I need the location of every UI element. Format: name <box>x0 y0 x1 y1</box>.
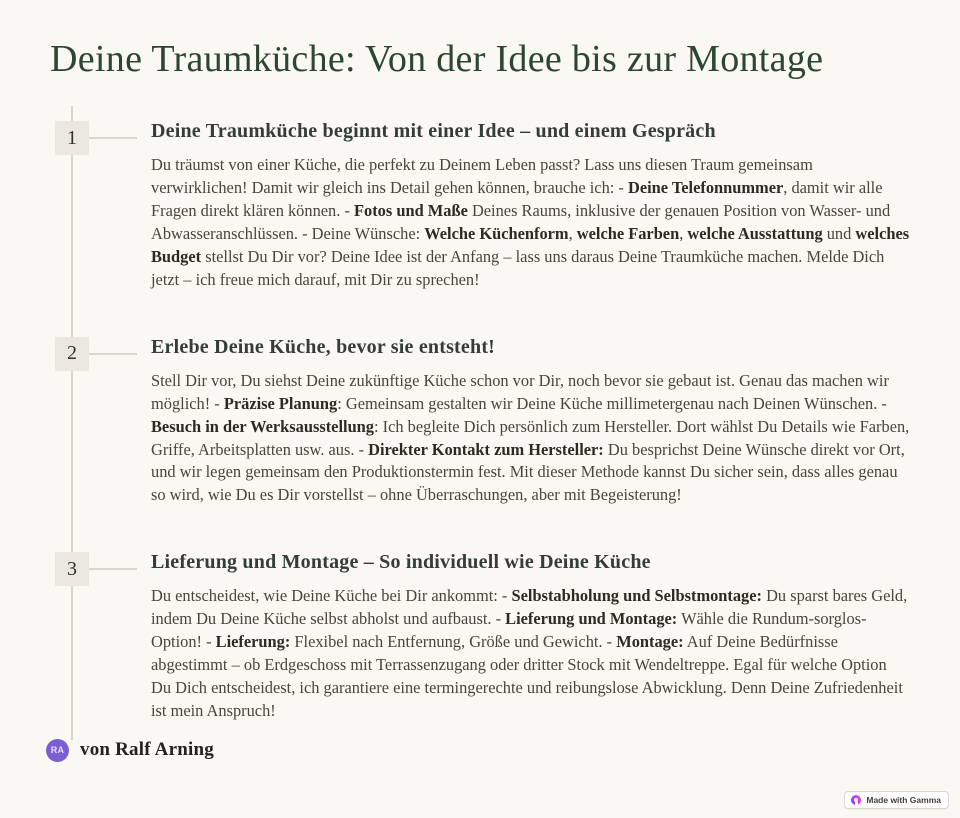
timeline <box>50 118 910 722</box>
step-1-gutter <box>50 118 151 291</box>
avatar-initials: RA <box>50 745 65 756</box>
step-2-number: 2 <box>67 342 77 365</box>
step-2-number-box <box>55 337 89 371</box>
page-title: Deine Traumküche: Von der Idee bis zur Montage <box>50 38 824 80</box>
step-3-connector-line <box>89 568 137 570</box>
avatar <box>46 739 69 762</box>
step-2-body: Stell Dir vor, Du siehst Deine zukünftige Küche schon vor Dir, noch bevor sie gebaut ist. Genau das machen wir möglich! - Präzise Planung: Gemeinsam gestalten wir Deine Küche millimetergenau nach Deinen Wünschen. - Besuch in der Werksausstellung: Ich begleite Dich persönlich zum Hersteller. Dort wählst Du Details wie Farben, Griffe, Arbeitsplatten usw. aus. - Direkter Kontakt zum Hersteller: Du besprichst Deine Wünsche direkt vor Ort, und wir legen gemeinsam den Produktionstermin fest. Mit dieser Methode kannst Du sicher sein, dass alles genau so wird, wie Du es Dir vorstellst – ohne Überraschungen, aber mit Begeisterung! <box>151 370 910 505</box>
step-1-body: Du träumst von einer Küche, die perfekt zu Deinem Leben passt? Lass uns diesen Traum gemeinsam verwirklichen! Damit wir gleich ins Detail gehen können, brauche ich: - Deine Telefonnummer, damit wir alle Fragen direkt klären können. - Fotos und Maße Deines Raums, inklusive der genauen Position von Wasser- und Abwasseranschlüssen. - Deine Wünsche: Welche Küchenform, welche Farben, welche Ausstattung und welches Budget stellst Du Dir vor? Deine Idee ist der Anfang – lass uns daraus Deine Traumküche machen. Melde Dich jetzt – ich freue mich darauf, mit Dir zu sprechen! <box>151 155 910 289</box>
step-3-number-box <box>55 552 89 586</box>
step-1-heading: Deine Traumküche beginnt mit einer Idee – und einem Gespräch <box>151 120 716 143</box>
timeline-step-1 <box>50 118 910 291</box>
byline-text: von Ralf Arning <box>80 739 214 761</box>
step-2-content <box>151 334 910 507</box>
step-3-heading: Lieferung und Montage – So individuell wie Deine Küche <box>151 551 651 574</box>
gamma-logo-icon <box>851 795 861 805</box>
step-2-heading: Erlebe Deine Küche, bevor sie entsteht! <box>151 335 496 358</box>
timeline-step-2 <box>50 334 910 507</box>
step-1-number-box <box>55 121 89 155</box>
step-1-number: 1 <box>67 126 77 149</box>
step-2-gutter <box>50 334 151 507</box>
step-3-body: Du entscheidest, wie Deine Küche bei Dir ankommt: - Selbstabholung und Selbstmontage: Du sparst bares Geld, indem Du Deine Küche selbst abholst und aufbaust. - Lieferung und Montage: Wähle die Rundum-sorglos-Option! - Lieferung: Flexibel nach Entfernung, Größe und Gewicht. - Montage: Auf Deine Bedürfnisse abgestimmt – ob Erdgeschoss mit Terrassenzugang oder dritter Stock mit Wendeltreppe. Egal für welche Option Du Dich entscheidest, ich garantiere eine termingerechte und reibungslose Abwicklung. Denn Deine Zufriedenheit ist mein Anspruch! <box>151 586 908 720</box>
step-1-connector-line <box>89 137 137 139</box>
step-3-gutter <box>50 549 151 722</box>
made-with-gamma-badge[interactable] <box>844 791 949 809</box>
step-3-content <box>151 549 910 722</box>
step-1-content <box>151 118 910 291</box>
step-2-connector-line <box>89 353 137 355</box>
step-3-number: 3 <box>67 557 77 580</box>
timeline-step-3 <box>50 549 910 722</box>
gamma-badge-label: Made with Gamma <box>866 795 941 805</box>
footer-byline <box>46 739 910 762</box>
